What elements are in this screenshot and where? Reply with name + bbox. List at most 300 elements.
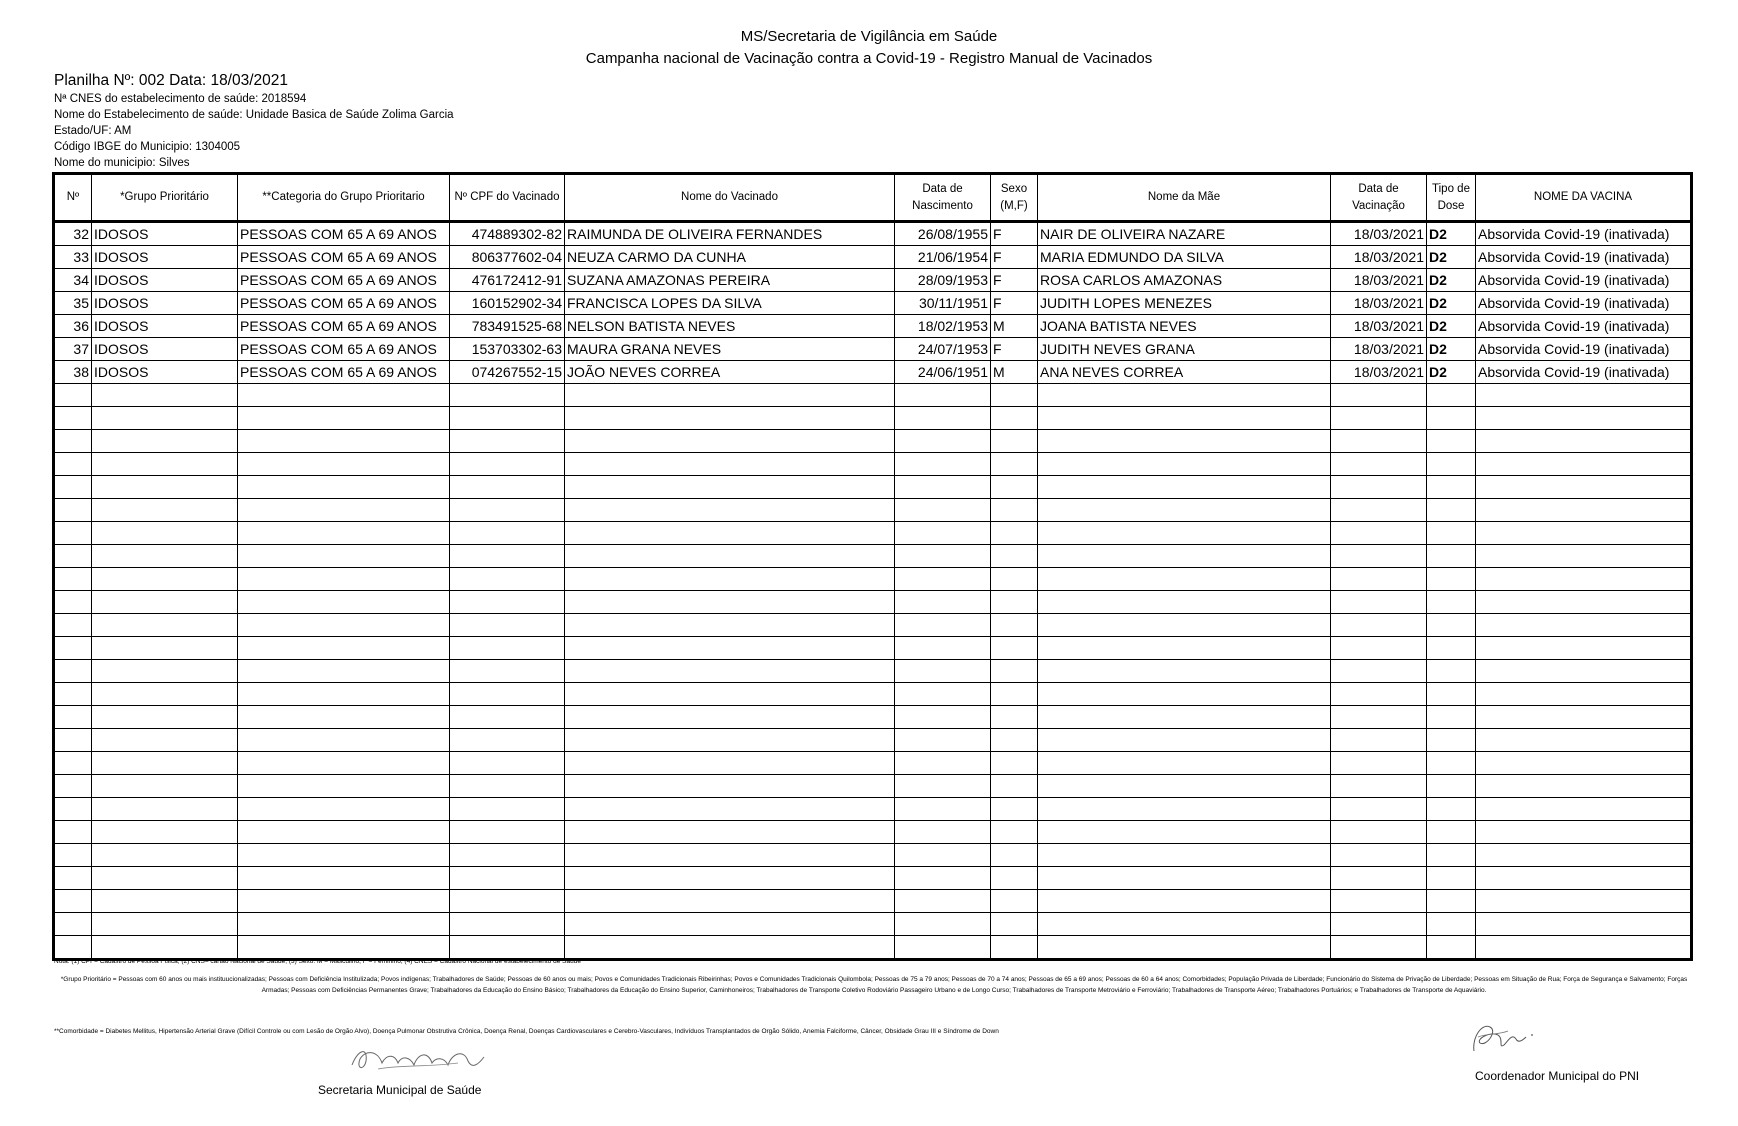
cell-col-nome: SUZANA AMAZONAS PEREIRA — [565, 269, 895, 292]
cell-col-nascimento — [895, 706, 991, 729]
cell-col-dose — [1427, 614, 1476, 637]
handwritten-signature-coordinator — [1468, 1017, 1538, 1059]
cell-col-mae — [1038, 867, 1331, 890]
cell-col-nome: NELSON BATISTA NEVES — [565, 315, 895, 338]
cell-col-categoria — [238, 568, 450, 591]
cell-col-dose — [1427, 660, 1476, 683]
header-col-categoria: **Categoria do Grupo Prioritario — [238, 174, 450, 222]
cell-col-vacina — [1476, 867, 1692, 890]
cell-col-cpf — [450, 568, 565, 591]
cell-col-numero — [54, 384, 92, 407]
cell-col-categoria: PESSOAS COM 65 A 69 ANOS — [238, 315, 450, 338]
cell-col-grupo — [92, 545, 238, 568]
cell-col-nome — [565, 867, 895, 890]
cell-col-mae: ANA NEVES CORREA — [1038, 361, 1331, 384]
cell-col-nascimento: 30/11/1951 — [895, 292, 991, 315]
cell-col-cpf: 783491525-68 — [450, 315, 565, 338]
cell-col-mae: NAIR DE OLIVEIRA NAZARE — [1038, 222, 1331, 246]
cell-col-vacinacao — [1331, 752, 1427, 775]
cell-col-vacinacao — [1331, 775, 1427, 798]
cell-col-grupo — [92, 384, 238, 407]
cell-col-sexo — [991, 775, 1038, 798]
cell-col-numero: 33 — [54, 246, 92, 269]
empty-table-row — [54, 752, 1692, 775]
footnote-priority-groups: *Grupo Prioritário = Pessoas com 60 anos ou mais instituucionalizadas; Pessoas com Deficiência Institulizada; Povos indígenas; Trabalhadores de Saúde; Pessoas de 60 anos ou mais; Povos e Comunidades Tradicionais Ribeirinhas; Povos e Comunidades Tradicionais Quilombola; Pessoas de 75 a 79 anos; Pessoas de 70 a 74 anos; Pessoas de 65 a 69 anos; Pessoas de 60 a 64 anos; Comorbidades; População Privada de Liberdade; Funcionário do Sistema de Privação de Liberdade; Pessoas em Situação de Rua; Força de Segurança e Salvamento; Forças Armadas; Pessoas com Deficiências Permanentes Grave; Trabalhadores da Educação do Ensino Básico; Trabalhadores da Educação do Ensino Superior, Caminhoneiros; Trabalhadores de Transporte Coletivo Rodoviário Passageiro Urbano e de Longo Curso; Trabalhadores de Transporte Metroviário e Ferroviário; Trabalhadores de Transporte Aéreo; Trabalhadores Portuários; e Trabalhadores de Transporte de Aquaviário. — [60, 976, 1688, 994]
cell-col-cpf — [450, 660, 565, 683]
cell-col-nome — [565, 453, 895, 476]
cell-col-vacina — [1476, 591, 1692, 614]
cell-col-grupo — [92, 775, 238, 798]
cell-col-vacinacao — [1331, 936, 1427, 960]
cell-col-vacina — [1476, 729, 1692, 752]
cell-col-nome: NEUZA CARMO DA CUNHA — [565, 246, 895, 269]
cell-col-vacinacao: 18/03/2021 — [1331, 246, 1427, 269]
cell-col-categoria — [238, 706, 450, 729]
cell-col-dose: D2 — [1427, 292, 1476, 315]
empty-table-row — [54, 568, 1692, 591]
cell-col-grupo: IDOSOS — [92, 222, 238, 246]
cell-col-numero — [54, 453, 92, 476]
cell-col-nome — [565, 545, 895, 568]
cell-col-nascimento — [895, 913, 991, 936]
empty-table-row — [54, 499, 1692, 522]
cell-col-nome — [565, 591, 895, 614]
cell-col-vacina — [1476, 798, 1692, 821]
municipality-name: Nome do municipio: Silves — [54, 157, 190, 169]
cell-col-grupo — [92, 476, 238, 499]
cell-col-sexo — [991, 430, 1038, 453]
cell-col-vacina — [1476, 522, 1692, 545]
cell-col-dose — [1427, 844, 1476, 867]
cell-col-cpf: 806377602-04 — [450, 246, 565, 269]
cell-col-vacina — [1476, 453, 1692, 476]
cell-col-mae — [1038, 821, 1331, 844]
cell-col-grupo — [92, 729, 238, 752]
cell-col-nascimento — [895, 407, 991, 430]
cell-col-dose — [1427, 729, 1476, 752]
cell-col-dose: D2 — [1427, 246, 1476, 269]
cell-col-categoria — [238, 407, 450, 430]
cell-col-dose — [1427, 522, 1476, 545]
cell-col-nascimento — [895, 545, 991, 568]
cell-col-mae — [1038, 683, 1331, 706]
cell-col-numero: 37 — [54, 338, 92, 361]
cell-col-dose — [1427, 407, 1476, 430]
cell-col-numero — [54, 752, 92, 775]
cell-col-sexo — [991, 798, 1038, 821]
cell-col-grupo: IDOSOS — [92, 338, 238, 361]
cell-col-vacinacao — [1331, 683, 1427, 706]
cell-col-mae — [1038, 384, 1331, 407]
cell-col-sexo — [991, 752, 1038, 775]
cell-col-mae — [1038, 660, 1331, 683]
cell-col-vacinacao — [1331, 407, 1427, 430]
cell-col-sexo: F — [991, 269, 1038, 292]
cell-col-cpf — [450, 890, 565, 913]
cell-col-numero — [54, 867, 92, 890]
cell-col-sexo — [991, 545, 1038, 568]
cell-col-grupo — [92, 821, 238, 844]
cell-col-mae — [1038, 545, 1331, 568]
cell-col-sexo: F — [991, 246, 1038, 269]
cell-col-vacinacao — [1331, 637, 1427, 660]
cell-col-nascimento: 24/07/1953 — [895, 338, 991, 361]
table-header-row — [54, 174, 1692, 222]
ibge-code: Código IBGE do Municipio: 1304005 — [54, 141, 241, 153]
cell-col-nome — [565, 384, 895, 407]
cell-col-vacinacao — [1331, 821, 1427, 844]
cell-col-vacinacao: 18/03/2021 — [1331, 269, 1427, 292]
cell-col-grupo — [92, 430, 238, 453]
cell-col-numero — [54, 683, 92, 706]
cell-col-mae — [1038, 522, 1331, 545]
cell-col-grupo — [92, 453, 238, 476]
cell-col-mae — [1038, 637, 1331, 660]
cell-col-dose — [1427, 430, 1476, 453]
establishment-name: Nome do Estabelecimento de saúde: Unidade Basica de Saúde Zolima Garcia — [54, 109, 454, 121]
cell-col-mae — [1038, 890, 1331, 913]
cell-col-grupo — [92, 798, 238, 821]
cell-col-dose — [1427, 476, 1476, 499]
cell-col-numero: 38 — [54, 361, 92, 384]
cell-col-sexo — [991, 384, 1038, 407]
cell-col-nascimento — [895, 821, 991, 844]
cell-col-sexo — [991, 637, 1038, 660]
cell-col-nascimento — [895, 499, 991, 522]
footnote-abbreviations: Nota: (1) CPF= Cadastro de Pessoa Física; (2) CNS= cartão Nacional de Saúde; (3) Sexo: M = Masculino, F = Feminino, (4) CNES = Cadastro Nacional de estabelecimento de Saúde — [54, 958, 581, 965]
cell-col-nome — [565, 913, 895, 936]
cell-col-cpf — [450, 614, 565, 637]
cell-col-categoria — [238, 798, 450, 821]
cell-col-cpf: 476172412-91 — [450, 269, 565, 292]
cell-col-vacinacao — [1331, 660, 1427, 683]
cell-col-grupo — [92, 890, 238, 913]
cell-col-sexo — [991, 844, 1038, 867]
cell-col-sexo — [991, 476, 1038, 499]
cell-col-vacinacao — [1331, 913, 1427, 936]
cell-col-nome — [565, 637, 895, 660]
cell-col-grupo — [92, 683, 238, 706]
cell-col-vacinacao — [1331, 545, 1427, 568]
cell-col-vacina: Absorvida Covid-19 (inativada) — [1476, 338, 1692, 361]
cell-col-categoria — [238, 384, 450, 407]
cell-col-nome: FRANCISCA LOPES DA SILVA — [565, 292, 895, 315]
cell-col-cpf: 153703302-63 — [450, 338, 565, 361]
cell-col-mae — [1038, 798, 1331, 821]
cell-col-numero — [54, 844, 92, 867]
cell-col-grupo — [92, 844, 238, 867]
cell-col-vacina — [1476, 936, 1692, 960]
cell-col-sexo — [991, 936, 1038, 960]
cell-col-vacinacao — [1331, 867, 1427, 890]
empty-table-row — [54, 867, 1692, 890]
cell-col-sexo — [991, 729, 1038, 752]
cell-col-vacina — [1476, 614, 1692, 637]
cell-col-sexo — [991, 453, 1038, 476]
document-title-line-1: MS/Secretaria de Vigilância em Saúde — [740, 28, 998, 45]
cell-col-numero — [54, 913, 92, 936]
cell-col-mae — [1038, 844, 1331, 867]
cell-col-nascimento: 28/09/1953 — [895, 269, 991, 292]
cell-col-cpf — [450, 683, 565, 706]
cell-col-vacina: Absorvida Covid-19 (inativada) — [1476, 269, 1692, 292]
cell-col-cpf: 074267552-15 — [450, 361, 565, 384]
empty-table-row — [54, 545, 1692, 568]
cell-col-nome — [565, 683, 895, 706]
cell-col-nascimento — [895, 775, 991, 798]
cell-col-grupo: IDOSOS — [92, 269, 238, 292]
cell-col-nome — [565, 522, 895, 545]
cell-col-vacina: Absorvida Covid-19 (inativada) — [1476, 361, 1692, 384]
cell-col-sexo — [991, 614, 1038, 637]
cell-col-vacinacao: 18/03/2021 — [1331, 315, 1427, 338]
header-col-cpf: Nº CPF do Vacinado — [450, 174, 565, 222]
cell-col-cpf — [450, 844, 565, 867]
cell-col-nome: JOÃO NEVES CORREA — [565, 361, 895, 384]
cell-col-grupo — [92, 568, 238, 591]
cell-col-nascimento — [895, 683, 991, 706]
cell-col-nome: MAURA GRANA NEVES — [565, 338, 895, 361]
cell-col-numero — [54, 430, 92, 453]
empty-table-row — [54, 430, 1692, 453]
cell-col-numero — [54, 821, 92, 844]
cell-col-vacina — [1476, 637, 1692, 660]
cell-col-nome — [565, 476, 895, 499]
cell-col-nascimento — [895, 453, 991, 476]
cell-col-nome — [565, 614, 895, 637]
cell-col-grupo — [92, 706, 238, 729]
empty-table-row — [54, 706, 1692, 729]
cell-col-dose — [1427, 591, 1476, 614]
cell-col-cpf — [450, 522, 565, 545]
cell-col-numero — [54, 890, 92, 913]
cell-col-sexo — [991, 522, 1038, 545]
cell-col-mae: ROSA CARLOS AMAZONAS — [1038, 269, 1331, 292]
cell-col-dose — [1427, 775, 1476, 798]
empty-table-row — [54, 614, 1692, 637]
cell-col-dose — [1427, 568, 1476, 591]
cell-col-nascimento — [895, 660, 991, 683]
header-col-nome: Nome do Vacinado — [565, 174, 895, 222]
cell-col-mae: JOANA BATISTA NEVES — [1038, 315, 1331, 338]
cell-col-dose — [1427, 867, 1476, 890]
cell-col-nome — [565, 706, 895, 729]
cell-col-numero: 36 — [54, 315, 92, 338]
empty-table-row — [54, 913, 1692, 936]
cell-col-numero: 32 — [54, 222, 92, 246]
cell-col-grupo: IDOSOS — [92, 246, 238, 269]
cell-col-sexo: F — [991, 222, 1038, 246]
cell-col-cpf: 474889302-82 — [450, 222, 565, 246]
cell-col-nascimento — [895, 568, 991, 591]
cell-col-numero — [54, 545, 92, 568]
cell-col-categoria — [238, 430, 450, 453]
empty-table-row — [54, 775, 1692, 798]
cell-col-nascimento — [895, 844, 991, 867]
cell-col-nascimento — [895, 522, 991, 545]
cell-col-categoria: PESSOAS COM 65 A 69 ANOS — [238, 292, 450, 315]
cell-col-vacinacao — [1331, 568, 1427, 591]
cell-col-vacinacao — [1331, 522, 1427, 545]
cell-col-cpf — [450, 706, 565, 729]
cell-col-categoria: PESSOAS COM 65 A 69 ANOS — [238, 269, 450, 292]
cell-col-vacinacao — [1331, 453, 1427, 476]
cell-col-categoria — [238, 545, 450, 568]
cell-col-vacina — [1476, 407, 1692, 430]
cell-col-sexo — [991, 913, 1038, 936]
table-row — [54, 269, 1692, 292]
table-row — [54, 361, 1692, 384]
signature-label-coordinator: Coordenador Municipal do PNI — [1475, 1069, 1640, 1083]
cell-col-cpf — [450, 453, 565, 476]
planilha-number-date: Planilha Nº: 002 Data: 18/03/2021 — [54, 72, 289, 89]
cell-col-nascimento — [895, 430, 991, 453]
footnote-comorbidities: **Comorbidade = Diabetes Mellitus, Hipertensão Arterial Grave (Difícil Controle ou com Lesão de Orgão Alvo), Doença Pulmonar Obstrutiva Crônica, Doença Renal, Doenças Cardiovasculares e Cerebro-Vasculares, Indivíduos Transplantados de Orgão Sólido, Anemia Falciforme, Câncer, Obsidade Grau III e Síndrome de Down — [54, 1028, 999, 1035]
cell-col-numero — [54, 729, 92, 752]
empty-table-row — [54, 637, 1692, 660]
cell-col-cpf — [450, 545, 565, 568]
cell-col-mae — [1038, 430, 1331, 453]
cell-col-mae — [1038, 752, 1331, 775]
cell-col-vacina: Absorvida Covid-19 (inativada) — [1476, 222, 1692, 246]
cell-col-vacinacao: 18/03/2021 — [1331, 292, 1427, 315]
header-col-mae: Nome da Mãe — [1038, 174, 1331, 222]
cell-col-categoria — [238, 775, 450, 798]
cell-col-sexo — [991, 499, 1038, 522]
cell-col-mae — [1038, 913, 1331, 936]
cell-col-dose — [1427, 890, 1476, 913]
table-row — [54, 246, 1692, 269]
cell-col-sexo — [991, 867, 1038, 890]
cell-col-grupo — [92, 913, 238, 936]
cell-col-nome: RAIMUNDA DE OLIVEIRA FERNANDES — [565, 222, 895, 246]
cell-col-mae: MARIA EDMUNDO DA SILVA — [1038, 246, 1331, 269]
cell-col-categoria — [238, 913, 450, 936]
cell-col-numero — [54, 499, 92, 522]
cell-col-vacinacao — [1331, 591, 1427, 614]
header-col-dose: Tipo de Dose — [1427, 174, 1476, 222]
empty-table-row — [54, 798, 1692, 821]
cell-col-vacina — [1476, 752, 1692, 775]
cell-col-grupo — [92, 407, 238, 430]
cell-col-grupo: IDOSOS — [92, 361, 238, 384]
cell-col-nome — [565, 729, 895, 752]
header-col-vacina: NOME DA VACINA — [1476, 174, 1692, 222]
cell-col-vacina — [1476, 890, 1692, 913]
cell-col-mae — [1038, 775, 1331, 798]
cell-col-nascimento — [895, 936, 991, 960]
cell-col-cpf — [450, 407, 565, 430]
cell-col-nascimento — [895, 591, 991, 614]
cell-col-cpf — [450, 637, 565, 660]
cell-col-nome — [565, 844, 895, 867]
cell-col-grupo — [92, 867, 238, 890]
cell-col-sexo — [991, 568, 1038, 591]
cell-col-vacina — [1476, 844, 1692, 867]
cell-col-dose — [1427, 821, 1476, 844]
cell-col-nome — [565, 890, 895, 913]
cell-col-dose: D2 — [1427, 222, 1476, 246]
cell-col-categoria — [238, 476, 450, 499]
table-row — [54, 292, 1692, 315]
cell-col-numero — [54, 936, 92, 960]
cell-col-vacinacao — [1331, 706, 1427, 729]
cell-col-vacina: Absorvida Covid-19 (inativada) — [1476, 315, 1692, 338]
cell-col-categoria — [238, 591, 450, 614]
cell-col-vacinacao: 18/03/2021 — [1331, 361, 1427, 384]
header-col-sexo: Sexo (M,F) — [991, 174, 1038, 222]
cell-col-nome — [565, 430, 895, 453]
empty-table-row — [54, 384, 1692, 407]
signature-label-secretaria: Secretaria Municipal de Saúde — [318, 1083, 482, 1097]
cell-col-vacina — [1476, 775, 1692, 798]
cell-col-nascimento — [895, 752, 991, 775]
cell-col-nascimento — [895, 614, 991, 637]
cell-col-cpf — [450, 821, 565, 844]
cell-col-grupo — [92, 637, 238, 660]
cell-col-nome — [565, 821, 895, 844]
cell-col-vacinacao — [1331, 798, 1427, 821]
cell-col-categoria: PESSOAS COM 65 A 69 ANOS — [238, 246, 450, 269]
cell-col-vacinacao — [1331, 384, 1427, 407]
cell-col-cpf — [450, 476, 565, 499]
cell-col-vacina — [1476, 568, 1692, 591]
cell-col-dose — [1427, 798, 1476, 821]
cell-col-nome — [565, 798, 895, 821]
cell-col-mae: JUDITH NEVES GRANA — [1038, 338, 1331, 361]
cell-col-categoria — [238, 729, 450, 752]
cell-col-nascimento — [895, 476, 991, 499]
cell-col-cpf — [450, 430, 565, 453]
cell-col-nome — [565, 568, 895, 591]
cell-col-categoria: PESSOAS COM 65 A 69 ANOS — [238, 361, 450, 384]
cell-col-sexo: F — [991, 292, 1038, 315]
cell-col-mae — [1038, 729, 1331, 752]
cell-col-vacinacao — [1331, 499, 1427, 522]
cell-col-nome — [565, 775, 895, 798]
cell-col-vacinacao — [1331, 890, 1427, 913]
header-col-vacinacao: Data de Vacinação — [1331, 174, 1427, 222]
cell-col-dose — [1427, 499, 1476, 522]
cell-col-cpf — [450, 752, 565, 775]
cell-col-mae — [1038, 407, 1331, 430]
empty-table-row — [54, 522, 1692, 545]
cell-col-vacina — [1476, 913, 1692, 936]
cell-col-vacinacao: 18/03/2021 — [1331, 222, 1427, 246]
cell-col-cpf — [450, 867, 565, 890]
empty-table-row — [54, 476, 1692, 499]
cell-col-categoria — [238, 752, 450, 775]
cell-col-categoria — [238, 453, 450, 476]
cell-col-grupo — [92, 614, 238, 637]
cell-col-nascimento — [895, 867, 991, 890]
document-title-line-2: Campanha nacional de Vacinação contra a Covid-19 - Registro Manual de Vacinados — [585, 50, 1153, 67]
cell-col-numero — [54, 614, 92, 637]
cell-col-dose: D2 — [1427, 338, 1476, 361]
cell-col-numero — [54, 660, 92, 683]
cell-col-grupo — [92, 522, 238, 545]
empty-table-row — [54, 890, 1692, 913]
cell-col-vacinacao — [1331, 729, 1427, 752]
cell-col-grupo — [92, 591, 238, 614]
cell-col-sexo — [991, 407, 1038, 430]
cell-col-sexo: F — [991, 338, 1038, 361]
cell-col-dose — [1427, 637, 1476, 660]
vaccination-table — [52, 172, 1693, 961]
cell-col-nascimento — [895, 798, 991, 821]
cell-col-vacinacao — [1331, 614, 1427, 637]
cell-col-mae — [1038, 706, 1331, 729]
